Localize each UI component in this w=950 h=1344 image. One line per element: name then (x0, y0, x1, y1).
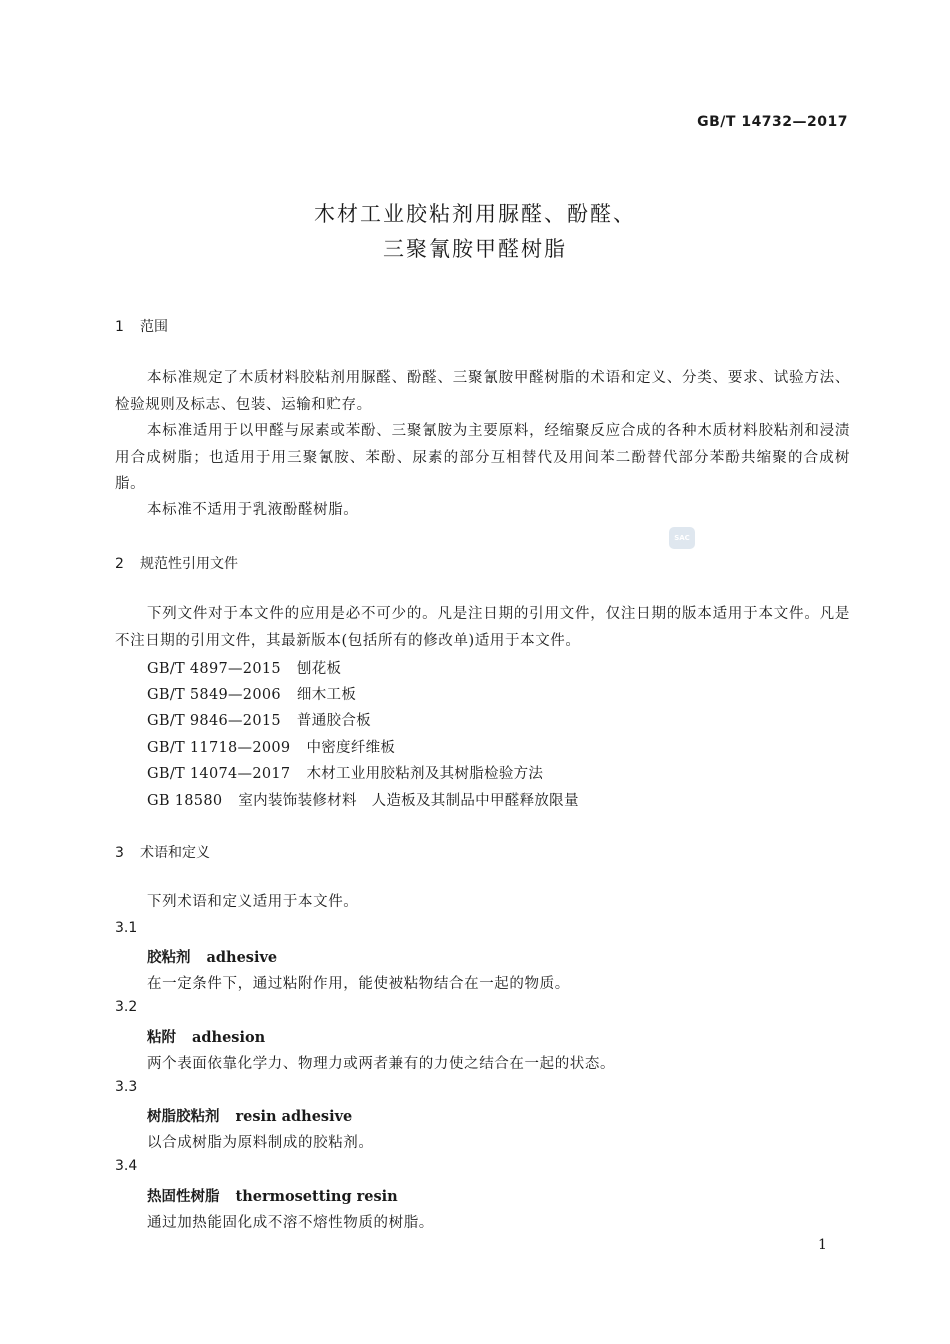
term-definition: 两个表面依靠化学力、物理力或两者兼有的力使之结合在一起的状态。 (147, 1056, 616, 1072)
section-title: 范围 (140, 319, 168, 335)
term-definition: 通过加热能固化成不溶不熔性物质的树脂。 (147, 1215, 434, 1231)
reference-code: GB/T 14074—2017 (147, 766, 291, 782)
reference-title: 细木工板 (296, 687, 357, 703)
section-title: 规范性引用文件 (140, 556, 238, 572)
reference-item (147, 657, 341, 678)
paragraph: 本标准规定了木质材料胶粘剂用脲醛、酚醛、三聚氰胺甲醛树脂的术语和定义、分类、要求、试验方法、检验规则及标志、包装、运输和贮存。 (115, 370, 850, 413)
term-definition: 在一定条件下，通过粘附作用，能使被粘物结合在一起的物质。 (147, 976, 570, 992)
paragraph: 本标准不适用于乳液酚醛树脂。 (147, 502, 359, 518)
term-entry (147, 1185, 398, 1206)
section-number: 1 (115, 319, 124, 335)
term-entry (147, 1026, 265, 1047)
section-heading-terms-and-definitions (115, 842, 210, 862)
paragraph: 本标准适用于以甲醛与尿素或苯酚、三聚氰胺为主要原料，经缩聚反应合成的各种木质材料胶粘剂和浸渍用合成树脂；也适用于用三聚氰胺、苯酚、尿素的部分互相替代及用间苯二酚替代部分苯酚共缩聚的合成树脂。 (115, 423, 850, 492)
reference-title: 普通胶合板 (296, 713, 371, 729)
section-title: 术语和定义 (140, 845, 210, 861)
reference-code: GB 18580 (147, 793, 223, 809)
reference-item (147, 736, 395, 757)
reference-item (147, 683, 356, 704)
term-entry (147, 1105, 352, 1126)
term-english: adhesive (206, 949, 278, 966)
reference-title: 木材工业用胶粘剂及其树脂检验方法 (306, 766, 544, 782)
term-english: thermosetting resin (235, 1188, 398, 1205)
paragraph: 下列文件对于本文件的应用是必不可少的。凡是注日期的引用文件，仅注日期的版本适用于本文件。凡是不注日期的引用文件，其最新版本(包括所有的修改单)适用于本文件。 (115, 606, 850, 649)
section-heading-scope (115, 316, 168, 336)
standard-code: GB/T 14732—2017 (697, 114, 848, 130)
term-number: 3.3 (115, 1079, 138, 1095)
term-english: resin adhesive (235, 1108, 353, 1125)
reference-title: 中密度纤维板 (306, 740, 396, 756)
reference-title: 室内装饰装修材料 人造板及其制品中甲醛释放限量 (238, 793, 579, 809)
document-title-line2: 三聚氰胺甲醛树脂 (383, 237, 567, 261)
term-definition: 以合成树脂为原料制成的胶粘剂。 (147, 1135, 374, 1151)
term-chinese: 粘附 (147, 1029, 176, 1046)
reference-item (147, 789, 579, 810)
reference-item (147, 762, 543, 783)
reference-code: GB/T 11718—2009 (147, 740, 291, 756)
reference-item (147, 709, 371, 730)
term-entry (147, 946, 277, 967)
reference-title: 刨花板 (296, 661, 342, 677)
section-heading-normative-references (115, 553, 238, 573)
term-number: 3.2 (115, 999, 138, 1015)
reference-code: GB/T 9846—2015 (147, 713, 281, 729)
term-chinese: 树脂胶粘剂 (147, 1108, 220, 1125)
term-number: 3.1 (115, 920, 138, 936)
sac-watermark-logo: SAC (669, 527, 695, 549)
reference-code: GB/T 4897—2015 (147, 661, 281, 677)
term-chinese: 胶粘剂 (147, 949, 191, 966)
section-number: 3 (115, 845, 124, 861)
term-number: 3.4 (115, 1158, 138, 1174)
section-number: 2 (115, 556, 124, 572)
reference-code: GB/T 5849—2006 (147, 687, 281, 703)
document-title-line1: 木材工业胶粘剂用脲醛、酚醛、 (314, 202, 636, 226)
paragraph: 下列术语和定义适用于本文件。 (147, 894, 359, 910)
term-english: adhesion (192, 1029, 266, 1046)
term-chinese: 热固性树脂 (147, 1188, 220, 1205)
page-number: 1 (818, 1237, 827, 1253)
